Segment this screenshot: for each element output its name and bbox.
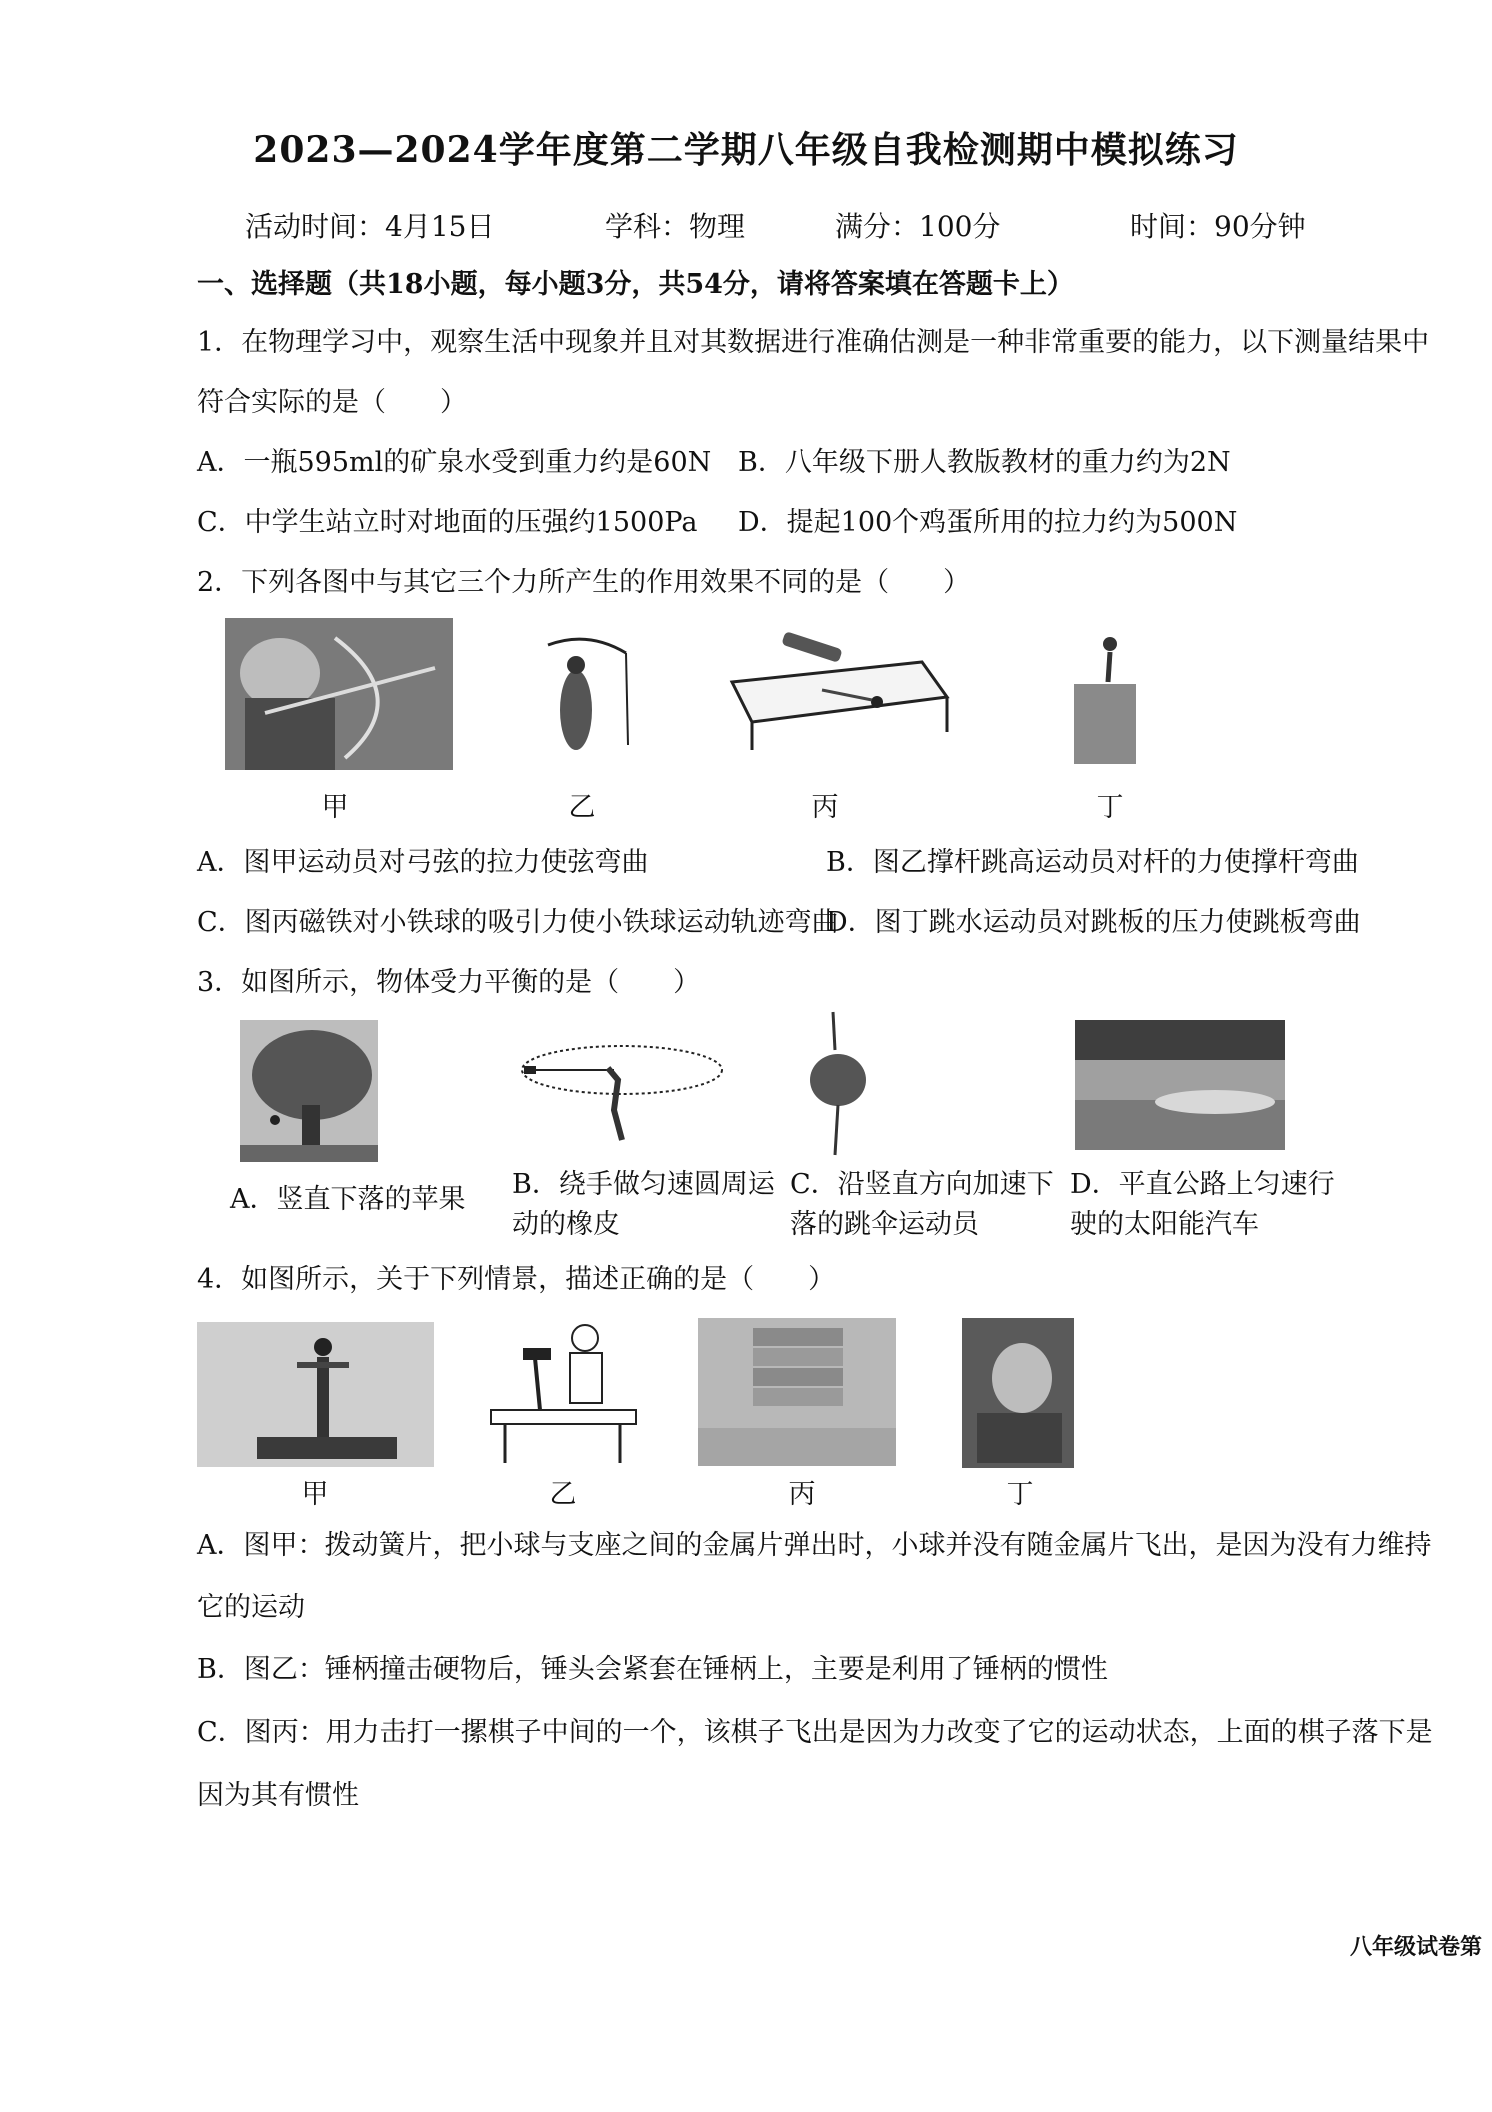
diving-board-drawing	[1070, 632, 1142, 768]
parachutist-drawing	[793, 1010, 883, 1160]
hammer-bench-drawing	[485, 1318, 640, 1470]
question-3-option-c: C．沿竖直方向加速下落的跳伞运动员	[790, 1169, 1054, 1240]
question-2-stem: 2．下列各图中与其它三个力所产生的作用效果不同的是（ ）	[197, 567, 971, 598]
question-3-option-a: A．竖直下落的苹果	[230, 1184, 466, 1215]
question-2-option-d: D．图丁跳水运动员对跳板的压力使跳板弯曲	[826, 907, 1361, 938]
figure-label-jia-q4: 甲	[301, 1479, 329, 1510]
figure-label-ding: 丁	[1096, 792, 1124, 823]
figure-label-bing: 丙	[811, 792, 839, 823]
chess-stack-photo	[698, 1318, 896, 1466]
figure-label-yi-q4: 乙	[549, 1479, 577, 1510]
figure-label-jia: 甲	[321, 792, 349, 823]
question-1-option-b: B．八年级下册人教版教材的重力约为2N	[738, 447, 1231, 478]
question-1-option-d: D．提起100个鸡蛋所用的拉力约为500N	[738, 507, 1238, 538]
exam-title: 2023—2024学年度第二学期八年级自我检测期中模拟练习	[253, 129, 1239, 171]
section-heading: 一、选择题（共18小题，每小题3分，共54分，请将答案填在答题卡上）	[197, 269, 1074, 300]
solar-car-photo	[1075, 1020, 1285, 1150]
question-2-option-b: B．图乙撑杆跳高运动员对杆的力使撑杆弯曲	[826, 847, 1359, 878]
figure-label-bing-q4: 丙	[788, 1479, 816, 1510]
question-1-option-c: C．中学生站立时对地面的压强约1500Pa	[197, 507, 698, 538]
question-4-option-a: A．图甲：拨动簧片，把小球与支座之间的金属片弹出时，小球并没有随金属片飞出，是因为没有力维持	[197, 1530, 1432, 1561]
question-4-option-c: C．图丙：用力击打一摞棋子中间的一个，该棋子飞出是因为力改变了它的运动状态，上面的棋子落下是	[197, 1717, 1433, 1748]
question-3-option-b: B．绕手做匀速圆周运动的橡皮	[512, 1169, 775, 1240]
magnet-table-drawing	[722, 622, 950, 754]
question-1-option-a: A．一瓶595ml的矿泉水受到重力约是60N	[197, 447, 712, 478]
question-4-option-c-continued: 因为其有惯性	[197, 1780, 359, 1811]
question-1-stem: 1．在物理学习中，观察生活中现象并且对其数据进行准确估测是一种非常重要的能力，以下测量结果中	[197, 327, 1430, 358]
circular-motion-drawing	[518, 1030, 726, 1148]
archer-photo	[225, 618, 453, 770]
apple-tree-photo	[240, 1020, 378, 1162]
pole-vault-drawing	[528, 625, 638, 770]
question-2-option-a: A．图甲运动员对弓弦的拉力使弦弯曲	[197, 847, 649, 878]
question-4-option-a-continued: 它的运动	[197, 1592, 305, 1623]
exam-duration: 时间：90分钟	[1130, 210, 1306, 243]
question-4-option-b: B．图乙：锤柄撞击硬物后，锤头会紧套在锤柄上，主要是利用了锤柄的惯性	[197, 1654, 1108, 1685]
inertia-ball-apparatus-photo	[197, 1322, 434, 1467]
exam-full-score: 满分：100分	[835, 210, 1001, 243]
figure-label-yi: 乙	[568, 792, 596, 823]
figure-label-ding-q4: 丁	[1006, 1479, 1034, 1510]
question-3-option-d: D．平直公路上匀速行驶的太阳能汽车	[1070, 1169, 1335, 1240]
car-seat-photo	[962, 1318, 1074, 1468]
question-3-stem: 3．如图所示，物体受力平衡的是（ ）	[197, 967, 701, 998]
question-1-stem-continued: 符合实际的是（ ）	[197, 387, 467, 418]
page-footer-label: 八年级试卷第	[1350, 1934, 1483, 1960]
exam-subject: 学科：物理	[605, 210, 746, 243]
question-2-option-c: C．图丙磁铁对小铁球的吸引力使小铁球运动轨迹弯曲	[197, 907, 839, 938]
exam-date: 活动时间：4月15日	[245, 210, 495, 243]
question-4-stem: 4．如图所示，关于下列情景，描述正确的是（ ）	[197, 1264, 836, 1295]
